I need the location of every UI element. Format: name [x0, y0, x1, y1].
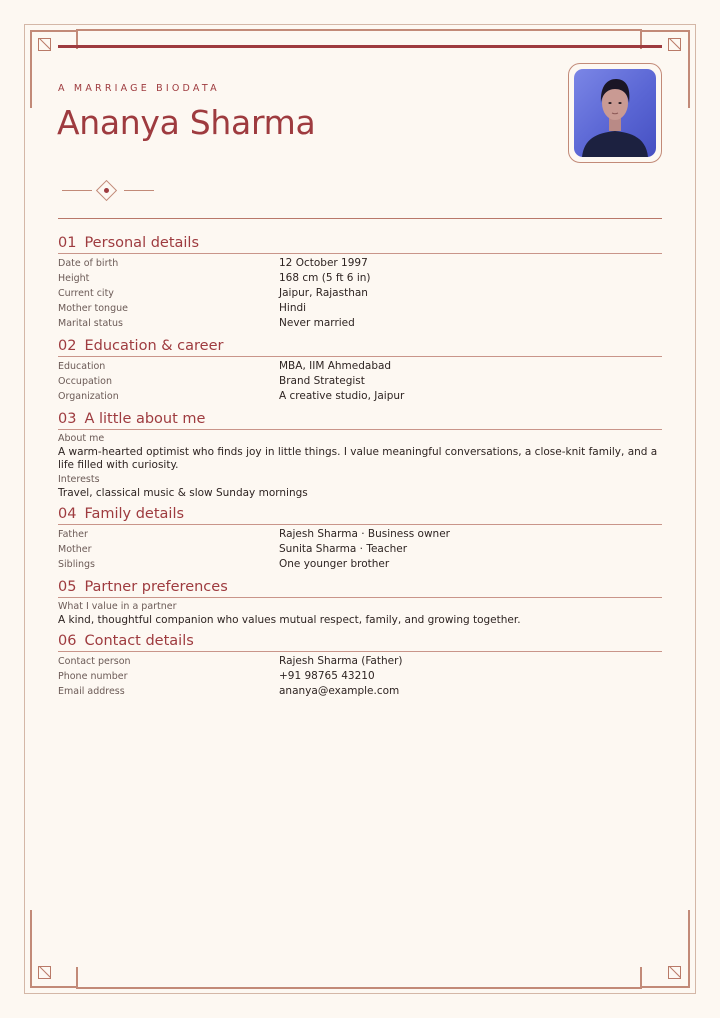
corner-line — [30, 30, 78, 32]
detail-value: 12 October 1997 — [279, 257, 368, 269]
detail-row — [58, 685, 662, 700]
detail-label: Height — [58, 273, 90, 284]
detail-label: Organization — [58, 391, 119, 402]
section-about — [58, 411, 662, 500]
section-contact — [58, 633, 662, 700]
corner-square-icon — [668, 38, 681, 51]
section-title: Education & career — [84, 338, 224, 354]
biodata-content — [58, 235, 662, 706]
section-number: 04 — [58, 506, 77, 522]
detail-row — [58, 375, 662, 390]
detail-row — [58, 360, 662, 375]
detail-row — [58, 317, 662, 332]
about-text: A warm-hearted optimist who finds joy in little things. I value meaningful conversations, a close-knit family, and a life filled with curiosity. — [58, 446, 658, 471]
detail-value: Sunita Sharma · Teacher — [279, 543, 408, 555]
section-heading — [58, 338, 662, 357]
detail-label: Occupation — [58, 376, 112, 387]
corner-line — [30, 30, 32, 108]
detail-label: Mother — [58, 544, 92, 555]
detail-value: One younger brother — [279, 558, 390, 570]
detail-row — [58, 543, 662, 558]
detail-row — [58, 287, 662, 302]
top-accent-bar — [58, 45, 662, 48]
portrait-image — [574, 69, 656, 157]
detail-row — [58, 272, 662, 287]
detail-value: Jaipur, Rajasthan — [279, 287, 368, 299]
about-label: About me — [58, 433, 105, 444]
detail-label: Mother tongue — [58, 303, 128, 314]
detail-row — [58, 257, 662, 272]
corner-square-icon — [668, 966, 681, 979]
detail-value: MBA, IIM Ahmedabad — [279, 360, 392, 372]
interests-text: Travel, classical music & slow Sunday mornings — [58, 487, 308, 499]
interests-label: Interests — [58, 474, 100, 485]
section-heading — [58, 235, 662, 254]
email-link[interactable]: ananya@example.com — [279, 685, 400, 697]
detail-value: 168 cm (5 ft 6 in) — [279, 272, 371, 284]
detail-value: Rajesh Sharma · Business owner — [279, 528, 450, 540]
detail-label: Marital status — [58, 318, 123, 329]
section-heading — [58, 579, 662, 598]
detail-label: Contact person — [58, 656, 131, 667]
detail-row — [58, 558, 662, 573]
detail-row — [58, 390, 662, 405]
detail-label: Current city — [58, 288, 114, 299]
corner-line — [642, 986, 690, 988]
detail-row — [58, 528, 662, 543]
section-heading — [58, 506, 662, 525]
section-heading — [58, 633, 662, 652]
bottom-frame-line — [76, 987, 642, 989]
partner-label: What I value in a partner — [58, 601, 177, 612]
detail-row — [58, 670, 662, 685]
corner-line — [688, 910, 690, 988]
detail-value: A creative studio, Jaipur — [279, 390, 405, 402]
section-number: 05 — [58, 579, 77, 595]
corner-square-icon — [38, 38, 51, 51]
section-number: 06 — [58, 633, 77, 649]
top-frame-line — [76, 29, 642, 31]
corner-square-icon — [38, 966, 51, 979]
detail-value: Rajesh Sharma (Father) — [279, 655, 403, 667]
detail-label: Education — [58, 361, 106, 372]
bottom-frame-line — [640, 967, 642, 987]
corner-line — [30, 986, 78, 988]
section-heading — [58, 411, 662, 430]
section-education — [58, 338, 662, 405]
detail-value: Never married — [279, 317, 355, 329]
detail-row — [58, 302, 662, 317]
section-personal — [58, 235, 662, 332]
person-name: Ananya Sharma — [57, 103, 316, 142]
section-number: 01 — [58, 235, 77, 251]
profile-photo — [568, 63, 662, 163]
section-number: 02 — [58, 338, 77, 354]
section-family — [58, 506, 662, 573]
section-title: A little about me — [84, 411, 206, 427]
section-partner — [58, 579, 662, 627]
detail-label: Phone number — [58, 671, 128, 682]
ornament-divider-icon — [62, 178, 154, 204]
corner-line — [688, 30, 690, 108]
document-subtitle: A MARRIAGE BIODATA — [58, 83, 220, 94]
detail-label: Email address — [58, 686, 125, 697]
detail-label: Father — [58, 529, 88, 540]
section-number: 03 — [58, 411, 77, 427]
corner-line — [642, 30, 690, 32]
detail-label: Siblings — [58, 559, 95, 570]
corner-line — [30, 910, 32, 988]
section-title: Family details — [84, 506, 185, 522]
detail-row — [58, 655, 662, 670]
partner-text: A kind, thoughtful companion who values mutual respect, family, and growing together. — [58, 614, 521, 626]
detail-value: +91 98765 43210 — [279, 670, 375, 682]
bottom-frame-line — [76, 967, 78, 987]
detail-label: Date of birth — [58, 258, 119, 269]
section-title: Personal details — [84, 235, 200, 251]
detail-value: Hindi — [279, 302, 307, 314]
section-title: Partner preferences — [84, 579, 228, 595]
header-divider — [58, 218, 662, 219]
section-title: Contact details — [84, 633, 194, 649]
detail-value: Brand Strategist — [279, 375, 365, 387]
